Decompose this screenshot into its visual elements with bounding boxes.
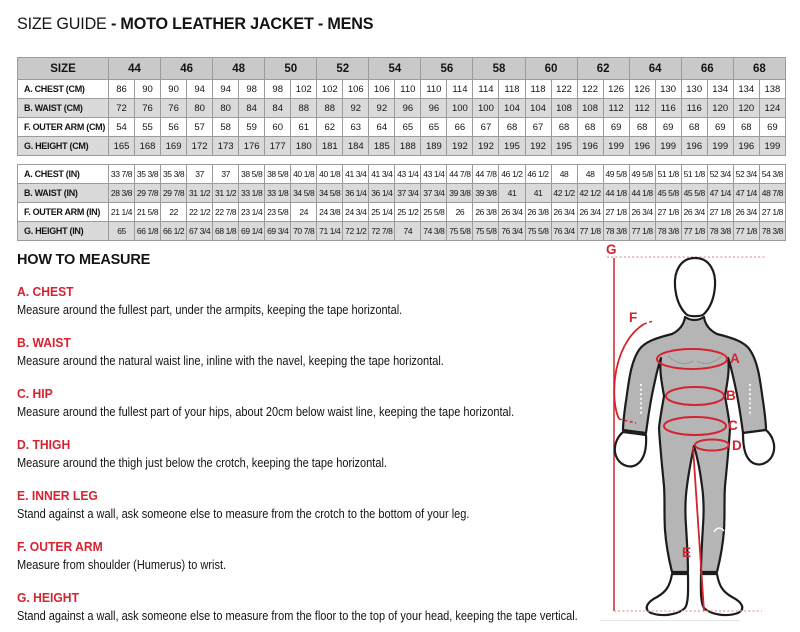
size-value-cell: 29 7/8 — [135, 184, 161, 203]
size-value-cell: 102 — [317, 80, 343, 99]
size-value-cell: 26 3/4 — [551, 203, 577, 222]
size-value-cell: 26 3/8 — [473, 203, 499, 222]
size-value-cell: 27 1/8 — [759, 203, 785, 222]
measurement-figure — [600, 242, 795, 622]
size-value-cell: 62 — [317, 118, 343, 137]
size-value-cell: 80 — [213, 99, 239, 118]
size-value-cell: 94 — [213, 80, 239, 99]
size-value-cell: 78 3/8 — [655, 222, 681, 241]
size-value-cell: 48 — [551, 165, 577, 184]
measure-text: Measure around the fullest part, under the armpits, keeping the tape horizontal. — [17, 303, 403, 317]
figure-label-c: C — [728, 418, 738, 433]
size-value-cell: 120 — [733, 99, 759, 118]
size-value-cell: 44 1/8 — [629, 184, 655, 203]
size-value-cell: 33 1/8 — [239, 184, 265, 203]
size-value-cell: 37 — [213, 165, 239, 184]
left-foot — [647, 574, 688, 615]
size-value-cell: 112 — [629, 99, 655, 118]
size-value-cell: 68 — [499, 118, 525, 137]
measure-label: B. WAIST — [17, 336, 71, 350]
size-value-cell: 45 5/8 — [655, 184, 681, 203]
size-value-cell: 69 — [655, 118, 681, 137]
measure-text: Stand against a wall, ask someone else to measure from the crotch to the bottom of your leg. — [17, 507, 470, 521]
size-value-cell: 189 — [421, 137, 447, 156]
size-value-cell: 67 3/4 — [187, 222, 213, 241]
size-value-cell: 34 5/8 — [291, 184, 317, 203]
size-value-cell: 26 3/4 — [577, 203, 603, 222]
size-value-cell: 37 3/4 — [421, 184, 447, 203]
size-value-cell: 124 — [759, 99, 785, 118]
measure-section-inner-leg — [17, 487, 603, 523]
size-column-header: 62 — [577, 58, 629, 80]
size-value-cell: 78 3/8 — [603, 222, 629, 241]
table-row — [18, 203, 786, 222]
size-value-cell: 100 — [473, 99, 499, 118]
size-value-cell: 69 — [707, 118, 733, 137]
size-value-cell: 94 — [187, 80, 213, 99]
page-title-prefix: SIZE GUIDE — [17, 14, 107, 33]
size-value-cell: 52 3/4 — [733, 165, 759, 184]
size-value-cell: 33 1/8 — [265, 184, 291, 203]
size-column-header: 54 — [369, 58, 421, 80]
measure-section-outer-arm — [17, 538, 603, 574]
size-value-cell: 68 — [577, 118, 603, 137]
size-value-cell: 43 1/4 — [421, 165, 447, 184]
size-column-header: 64 — [629, 58, 681, 80]
size-value-cell: 49 5/8 — [629, 165, 655, 184]
size-value-cell: 22 — [161, 203, 187, 222]
size-column-header: 46 — [161, 58, 213, 80]
size-value-cell: 23 5/8 — [265, 203, 291, 222]
size-value-cell: 110 — [421, 80, 447, 99]
measure-section-height — [17, 589, 603, 625]
size-value-cell: 165 — [109, 137, 135, 156]
size-value-cell: 168 — [135, 137, 161, 156]
measure-section-waist — [17, 334, 603, 370]
table-row — [18, 137, 786, 156]
size-value-cell: 41 3/4 — [343, 165, 369, 184]
size-value-cell: 26 3/4 — [499, 203, 525, 222]
size-value-cell: 78 3/8 — [707, 222, 733, 241]
row-label: B. WAIST (IN) — [18, 184, 109, 203]
size-value-cell: 38 5/8 — [265, 165, 291, 184]
size-value-cell: 173 — [213, 137, 239, 156]
size-value-cell: 28 3/8 — [109, 184, 135, 203]
figure-baseline — [600, 620, 740, 621]
size-value-cell: 25 1/4 — [369, 203, 395, 222]
size-value-cell: 68 — [733, 118, 759, 137]
row-label: A. CHEST (CM) — [18, 80, 109, 99]
size-column-header: 60 — [525, 58, 577, 80]
size-value-cell: 58 — [213, 118, 239, 137]
size-value-cell: 51 1/8 — [681, 165, 707, 184]
size-value-cell: 44 7/8 — [473, 165, 499, 184]
table-row — [18, 184, 786, 203]
size-value-cell: 118 — [499, 80, 525, 99]
size-value-cell: 67 — [473, 118, 499, 137]
size-value-cell: 39 3/8 — [447, 184, 473, 203]
size-value-cell: 88 — [291, 99, 317, 118]
size-value-cell: 61 — [291, 118, 317, 137]
page-title — [17, 14, 373, 34]
size-value-cell: 86 — [109, 80, 135, 99]
size-value-cell: 63 — [343, 118, 369, 137]
size-value-cell: 92 — [369, 99, 395, 118]
size-value-cell: 77 1/8 — [577, 222, 603, 241]
size-value-cell: 77 1/8 — [733, 222, 759, 241]
size-value-cell: 27 1/8 — [655, 203, 681, 222]
size-value-cell: 72 7/8 — [369, 222, 395, 241]
table-row — [18, 222, 786, 241]
size-value-cell: 70 7/8 — [291, 222, 317, 241]
size-value-cell: 90 — [135, 80, 161, 99]
size-value-cell: 24 3/8 — [317, 203, 343, 222]
size-value-cell: 60 — [265, 118, 291, 137]
size-column-header: 44 — [109, 58, 161, 80]
table-row — [18, 80, 786, 99]
size-value-cell: 37 3/4 — [395, 184, 421, 203]
size-value-cell: 118 — [525, 80, 551, 99]
size-value-cell: 33 7/8 — [109, 165, 135, 184]
size-value-cell: 68 — [551, 118, 577, 137]
size-value-cell: 195 — [499, 137, 525, 156]
size-value-cell: 46 1/2 — [499, 165, 525, 184]
figure-label-g: G — [606, 242, 617, 257]
size-column-header: 52 — [317, 58, 369, 80]
left-hand — [615, 432, 646, 466]
size-value-cell: 108 — [551, 99, 577, 118]
size-value-cell: 68 1/8 — [213, 222, 239, 241]
size-value-cell: 74 — [395, 222, 421, 241]
size-value-cell: 110 — [395, 80, 421, 99]
size-value-cell: 130 — [655, 80, 681, 99]
size-value-cell: 40 1/8 — [291, 165, 317, 184]
figure-label-f: F — [629, 310, 638, 325]
row-label: B. WAIST (CM) — [18, 99, 109, 118]
size-value-cell: 196 — [577, 137, 603, 156]
size-value-cell: 39 3/8 — [473, 184, 499, 203]
size-value-cell: 96 — [421, 99, 447, 118]
size-value-cell: 176 — [239, 137, 265, 156]
size-value-cell: 112 — [603, 99, 629, 118]
size-value-cell: 72 1/2 — [343, 222, 369, 241]
size-value-cell: 104 — [499, 99, 525, 118]
size-value-cell: 106 — [343, 80, 369, 99]
size-value-cell: 45 5/8 — [681, 184, 707, 203]
size-value-cell: 46 1/2 — [525, 165, 551, 184]
size-value-cell: 40 1/8 — [317, 165, 343, 184]
measure-label: D. THIGH — [17, 438, 71, 452]
size-value-cell: 108 — [577, 99, 603, 118]
size-value-cell: 130 — [681, 80, 707, 99]
row-label: G. HEIGHT (CM) — [18, 137, 109, 156]
size-value-cell: 138 — [759, 80, 785, 99]
size-value-cell: 199 — [759, 137, 785, 156]
size-value-cell: 29 7/8 — [161, 184, 187, 203]
size-value-cell: 66 1/8 — [135, 222, 161, 241]
size-value-cell: 76 3/4 — [499, 222, 525, 241]
measure-label: C. HIP — [17, 387, 53, 401]
size-value-cell: 192 — [525, 137, 551, 156]
measure-text: Stand against a wall, ask someone else to measure from the floor to the top of your head, keeping the tape vertical. — [17, 609, 578, 623]
size-value-cell: 24 3/4 — [343, 203, 369, 222]
figure-label-b: B — [726, 388, 736, 403]
size-value-cell: 75 5/8 — [525, 222, 551, 241]
size-value-cell: 120 — [707, 99, 733, 118]
size-value-cell: 122 — [551, 80, 577, 99]
size-header-label: SIZE — [18, 58, 109, 80]
size-value-cell: 96 — [395, 99, 421, 118]
size-value-cell: 66 — [447, 118, 473, 137]
size-value-cell: 185 — [369, 137, 395, 156]
size-column-header: 48 — [213, 58, 265, 80]
size-value-cell: 26 3/4 — [681, 203, 707, 222]
size-value-cell: 35 3/8 — [161, 165, 187, 184]
size-value-cell: 65 — [109, 222, 135, 241]
size-value-cell: 199 — [655, 137, 681, 156]
size-column-header: 66 — [681, 58, 733, 80]
size-value-cell: 37 — [187, 165, 213, 184]
size-value-cell: 195 — [551, 137, 577, 156]
size-value-cell: 77 1/8 — [629, 222, 655, 241]
size-header-row — [18, 58, 786, 80]
size-value-cell: 42 1/2 — [551, 184, 577, 203]
measure-label: E. INNER LEG — [17, 489, 98, 503]
size-value-cell: 65 — [395, 118, 421, 137]
size-value-cell: 126 — [603, 80, 629, 99]
size-value-cell: 47 1/4 — [707, 184, 733, 203]
size-value-cell: 72 — [109, 99, 135, 118]
size-value-cell: 38 5/8 — [239, 165, 265, 184]
size-value-cell: 54 — [109, 118, 135, 137]
measure-text: Measure around the thigh just below the crotch, keeping the tape horizontal. — [17, 456, 387, 470]
size-value-cell: 92 — [343, 99, 369, 118]
size-value-cell: 25 5/8 — [421, 203, 447, 222]
figure-label-e: E — [682, 545, 692, 560]
size-value-cell: 26 3/4 — [629, 203, 655, 222]
size-value-cell: 34 5/8 — [317, 184, 343, 203]
size-value-cell: 199 — [603, 137, 629, 156]
size-value-cell: 106 — [369, 80, 395, 99]
figure-label-a: A — [730, 351, 740, 366]
how-to-measure-section — [17, 252, 603, 625]
size-value-cell: 24 — [291, 203, 317, 222]
size-value-cell: 181 — [317, 137, 343, 156]
right-hand — [743, 430, 774, 464]
size-value-cell: 71 1/4 — [317, 222, 343, 241]
size-table — [17, 57, 786, 241]
size-column-header: 68 — [733, 58, 785, 80]
size-value-cell: 172 — [187, 137, 213, 156]
size-value-cell: 65 — [421, 118, 447, 137]
size-value-cell: 114 — [473, 80, 499, 99]
size-value-cell: 98 — [265, 80, 291, 99]
measure-text: Measure around the fullest part of your hips, about 20cm below waist line, keeping the tape horizontal. — [17, 405, 515, 419]
size-value-cell: 88 — [317, 99, 343, 118]
row-label: F. OUTER ARM (CM) — [18, 118, 109, 137]
body-figure-svg — [600, 242, 795, 622]
size-value-cell: 76 3/4 — [551, 222, 577, 241]
size-value-cell: 75 5/8 — [473, 222, 499, 241]
size-value-cell: 41 3/4 — [369, 165, 395, 184]
size-value-cell: 74 3/8 — [421, 222, 447, 241]
size-value-cell: 84 — [239, 99, 265, 118]
size-value-cell: 169 — [161, 137, 187, 156]
size-value-cell: 126 — [629, 80, 655, 99]
size-value-cell: 41 — [525, 184, 551, 203]
size-value-cell: 180 — [291, 137, 317, 156]
size-value-cell: 21 1/4 — [109, 203, 135, 222]
size-value-cell: 75 5/8 — [447, 222, 473, 241]
right-foot — [701, 574, 742, 615]
row-label: A. CHEST (IN) — [18, 165, 109, 184]
size-value-cell: 196 — [733, 137, 759, 156]
size-value-cell: 102 — [291, 80, 317, 99]
table-row — [18, 118, 786, 137]
size-value-cell: 48 — [577, 165, 603, 184]
size-value-cell: 116 — [655, 99, 681, 118]
size-value-cell: 47 1/4 — [733, 184, 759, 203]
size-value-cell: 54 3/8 — [759, 165, 785, 184]
size-value-cell: 84 — [265, 99, 291, 118]
size-value-cell: 134 — [733, 80, 759, 99]
size-value-cell: 31 1/2 — [187, 184, 213, 203]
head — [675, 258, 715, 316]
size-value-cell: 25 1/2 — [395, 203, 421, 222]
measure-section-chest — [17, 283, 603, 319]
size-value-cell: 27 1/8 — [603, 203, 629, 222]
how-to-measure-heading: HOW TO MEASURE — [17, 252, 151, 268]
size-value-cell: 23 1/4 — [239, 203, 265, 222]
size-value-cell: 55 — [135, 118, 161, 137]
size-value-cell: 192 — [473, 137, 499, 156]
size-value-cell: 69 3/4 — [265, 222, 291, 241]
size-value-cell: 43 1/4 — [395, 165, 421, 184]
size-column-header: 58 — [473, 58, 525, 80]
measure-label: A. CHEST — [17, 285, 74, 299]
size-value-cell: 177 — [265, 137, 291, 156]
size-value-cell: 76 — [161, 99, 187, 118]
table-row — [18, 165, 786, 184]
size-value-cell: 78 3/8 — [759, 222, 785, 241]
section-spacer-row — [18, 156, 786, 165]
size-value-cell: 196 — [681, 137, 707, 156]
size-value-cell: 44 7/8 — [447, 165, 473, 184]
size-value-cell: 56 — [161, 118, 187, 137]
size-value-cell: 51 1/8 — [655, 165, 681, 184]
row-label: G. HEIGHT (IN) — [18, 222, 109, 241]
size-value-cell: 192 — [447, 137, 473, 156]
measure-section-thigh — [17, 436, 603, 472]
size-value-cell: 26 3/4 — [733, 203, 759, 222]
size-value-cell: 26 — [447, 203, 473, 222]
measure-section-hip — [17, 385, 603, 421]
size-value-cell: 36 1/4 — [343, 184, 369, 203]
size-column-header: 50 — [265, 58, 317, 80]
measure-label: F. OUTER ARM — [17, 540, 103, 554]
size-value-cell: 114 — [447, 80, 473, 99]
size-value-cell: 69 — [759, 118, 785, 137]
size-value-cell: 68 — [681, 118, 707, 137]
size-value-cell: 48 7/8 — [759, 184, 785, 203]
size-value-cell: 196 — [629, 137, 655, 156]
size-value-cell: 22 7/8 — [213, 203, 239, 222]
size-value-cell: 67 — [525, 118, 551, 137]
size-value-cell: 100 — [447, 99, 473, 118]
size-value-cell: 66 1/2 — [161, 222, 187, 241]
size-value-cell: 77 1/8 — [681, 222, 707, 241]
size-value-cell: 122 — [577, 80, 603, 99]
measure-text: Measure from shoulder (Humerus) to wrist. — [17, 558, 227, 572]
measure-label: G. HEIGHT — [17, 591, 79, 605]
size-value-cell: 44 1/8 — [603, 184, 629, 203]
size-value-cell: 104 — [525, 99, 551, 118]
row-label: F. OUTER ARM (IN) — [18, 203, 109, 222]
size-value-cell: 22 1/2 — [187, 203, 213, 222]
size-value-cell: 76 — [135, 99, 161, 118]
size-value-cell: 31 1/2 — [213, 184, 239, 203]
size-value-cell: 98 — [239, 80, 265, 99]
size-value-cell: 35 3/8 — [135, 165, 161, 184]
size-value-cell: 69 1/4 — [239, 222, 265, 241]
page-title-main: - MOTO LEATHER JACKET - MENS — [110, 14, 374, 33]
measure-text: Measure around the natural waist line, inline with the navel, keeping the tape horizontal. — [17, 354, 444, 368]
size-value-cell: 69 — [603, 118, 629, 137]
size-value-cell: 52 3/4 — [707, 165, 733, 184]
size-value-cell: 26 3/8 — [525, 203, 551, 222]
size-value-cell: 59 — [239, 118, 265, 137]
size-value-cell: 116 — [681, 99, 707, 118]
figure-label-d: D — [732, 438, 742, 453]
size-value-cell: 57 — [187, 118, 213, 137]
size-value-cell: 27 1/8 — [707, 203, 733, 222]
size-value-cell: 134 — [707, 80, 733, 99]
size-value-cell: 188 — [395, 137, 421, 156]
size-value-cell: 184 — [343, 137, 369, 156]
size-value-cell: 42 1/2 — [577, 184, 603, 203]
size-value-cell: 80 — [187, 99, 213, 118]
size-value-cell: 199 — [707, 137, 733, 156]
size-value-cell: 41 — [499, 184, 525, 203]
size-value-cell: 64 — [369, 118, 395, 137]
table-row — [18, 99, 786, 118]
size-value-cell: 36 1/4 — [369, 184, 395, 203]
size-value-cell: 21 5/8 — [135, 203, 161, 222]
size-column-header: 56 — [421, 58, 473, 80]
size-value-cell: 68 — [629, 118, 655, 137]
size-value-cell: 90 — [161, 80, 187, 99]
size-value-cell: 49 5/8 — [603, 165, 629, 184]
